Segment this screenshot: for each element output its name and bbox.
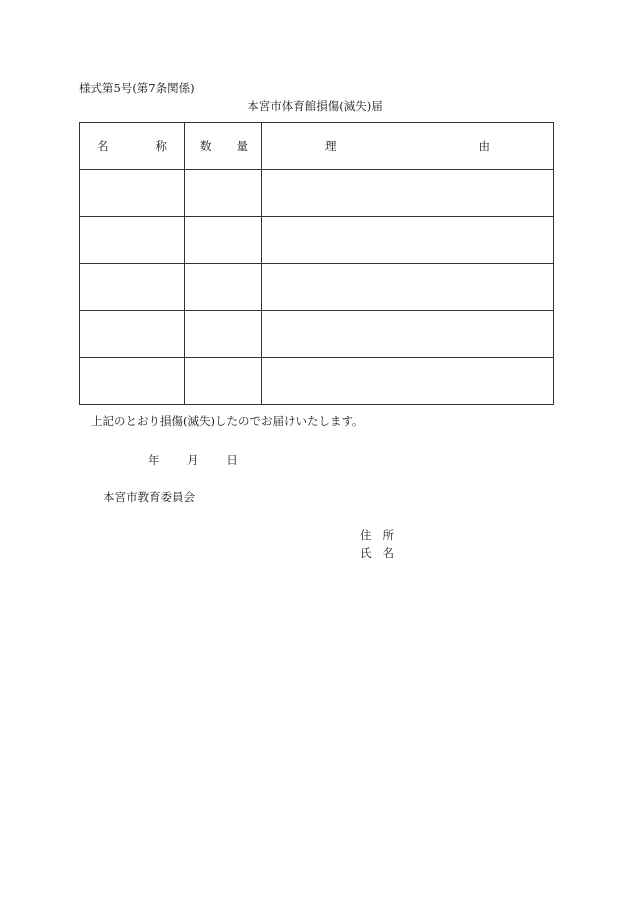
recipient: 本宮市教育委員会 [103, 490, 195, 504]
date-day-label: 日 [226, 453, 238, 467]
reason-cell[interactable] [262, 311, 554, 358]
date-year-label: 年 [148, 453, 160, 467]
declaration-statement: 上記のとおり損傷(滅失)したのでお届けいたします。 [91, 414, 364, 428]
header-char: 名 [97, 139, 109, 153]
column-header-quantity [185, 123, 262, 170]
reason-cell[interactable] [262, 217, 554, 264]
name-cell[interactable] [80, 264, 185, 311]
quantity-cell[interactable] [185, 358, 262, 405]
reason-cell[interactable] [262, 264, 554, 311]
reason-cell[interactable] [262, 170, 554, 217]
header-char: 理 [325, 139, 337, 153]
quantity-cell[interactable] [185, 264, 262, 311]
table-row [80, 311, 554, 358]
name-cell[interactable] [80, 170, 185, 217]
header-char: 由 [478, 139, 490, 153]
address-label [360, 528, 394, 542]
form-number: 様式第5号(第7条関係) [79, 81, 195, 95]
table-row [80, 217, 554, 264]
header-char: 量 [236, 139, 248, 153]
label-char: 名 [382, 546, 394, 560]
column-header-name [80, 123, 185, 170]
quantity-cell[interactable] [185, 170, 262, 217]
label-char: 住 [360, 528, 372, 542]
header-char: 数 [200, 139, 212, 153]
date-month-label: 月 [187, 453, 199, 467]
name-cell[interactable] [80, 358, 185, 405]
name-label [360, 546, 394, 560]
table-row [80, 264, 554, 311]
damage-report-table [79, 122, 554, 405]
header-char: 称 [155, 139, 167, 153]
column-header-reason [262, 123, 554, 170]
label-char: 所 [382, 528, 394, 542]
quantity-cell[interactable] [185, 311, 262, 358]
name-cell[interactable] [80, 311, 185, 358]
table-row [80, 358, 554, 405]
name-cell[interactable] [80, 217, 185, 264]
document-title: 本宮市体育館損傷(滅失)届 [247, 99, 383, 113]
label-char: 氏 [360, 546, 372, 560]
reason-cell[interactable] [262, 358, 554, 405]
table-header-row [80, 123, 554, 170]
date-line [148, 453, 238, 467]
table-row [80, 170, 554, 217]
quantity-cell[interactable] [185, 217, 262, 264]
